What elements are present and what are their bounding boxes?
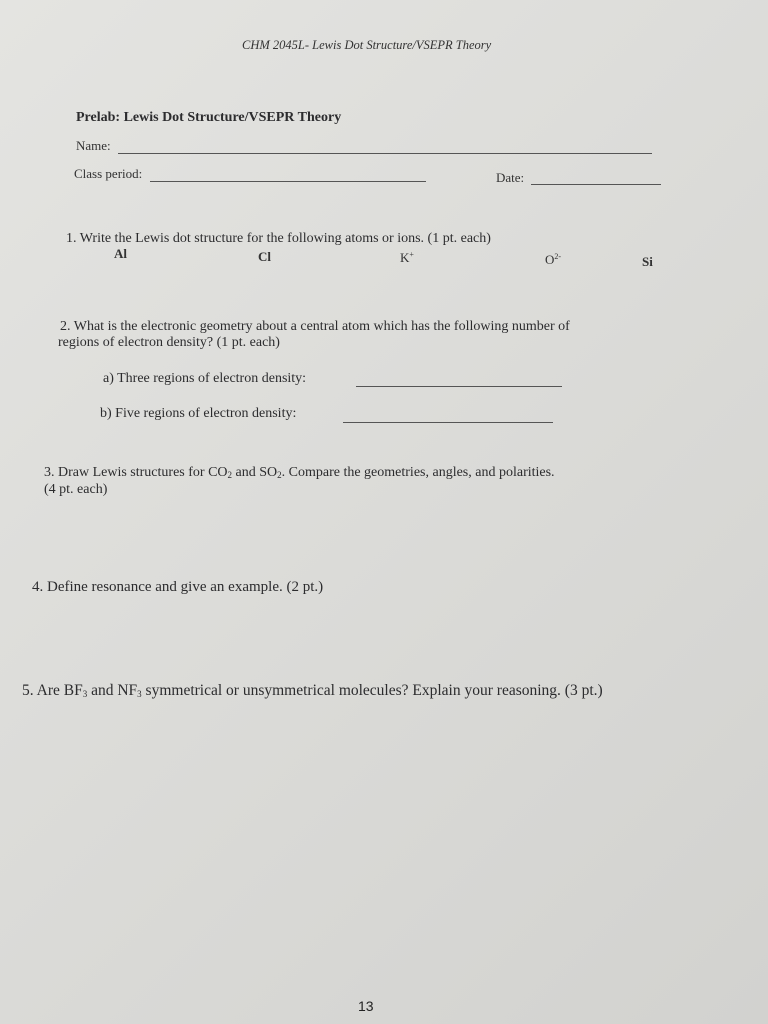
course-header: CHM 2045L- Lewis Dot Structure/VSEPR Theory [242, 38, 492, 52]
question-5: 5. Are $BF_3$ and $NF_3$ symmetrical or unsymmetrical molecules? Explain your reasoning. (3 pt.) [22, 682, 603, 699]
question-4: 4. Define resonance and give an example. (2 pt.) [32, 579, 324, 595]
question-2-line-2: regions of electron density? (1 pt. each) [58, 335, 280, 350]
atom-al: Al [114, 246, 127, 261]
question-2b-answer-line [343, 422, 553, 423]
class-period-label: Class period: [74, 166, 143, 181]
question-3-line-1: 3. Draw Lewis structures for $CO_2$ and $SO_2$. Compare the geometries, angles, and polarities. [44, 465, 555, 480]
page-number: 13 [358, 998, 374, 1014]
name-blank-line [118, 153, 652, 154]
date-blank-line [531, 184, 661, 185]
atom-cl: Cl [258, 249, 271, 264]
question-2a: a) Three regions of electron density: [103, 371, 307, 386]
ion-o-2minus: $O^{2-}$ [545, 252, 562, 267]
atom-si: Si [642, 254, 653, 269]
date-label: Date: [496, 170, 525, 185]
class-period-blank-line [150, 181, 426, 182]
prelab-title: Prelab: Lewis Dot Structure/VSEPR Theory [76, 110, 342, 125]
question-3-line-2: (4 pt. each) [44, 482, 108, 497]
name-label: Name: [76, 138, 111, 153]
question-2b: b) Five regions of electron density: [100, 406, 297, 421]
ion-k-plus: K+ [400, 250, 414, 265]
question-2a-answer-line [356, 386, 562, 387]
question-2-line-1: 2. What is the electronic geometry about a central atom which has the following number of [60, 319, 570, 334]
question-1: 1. Write the Lewis dot structure for the following atoms or ions. (1 pt. each) [66, 231, 491, 246]
